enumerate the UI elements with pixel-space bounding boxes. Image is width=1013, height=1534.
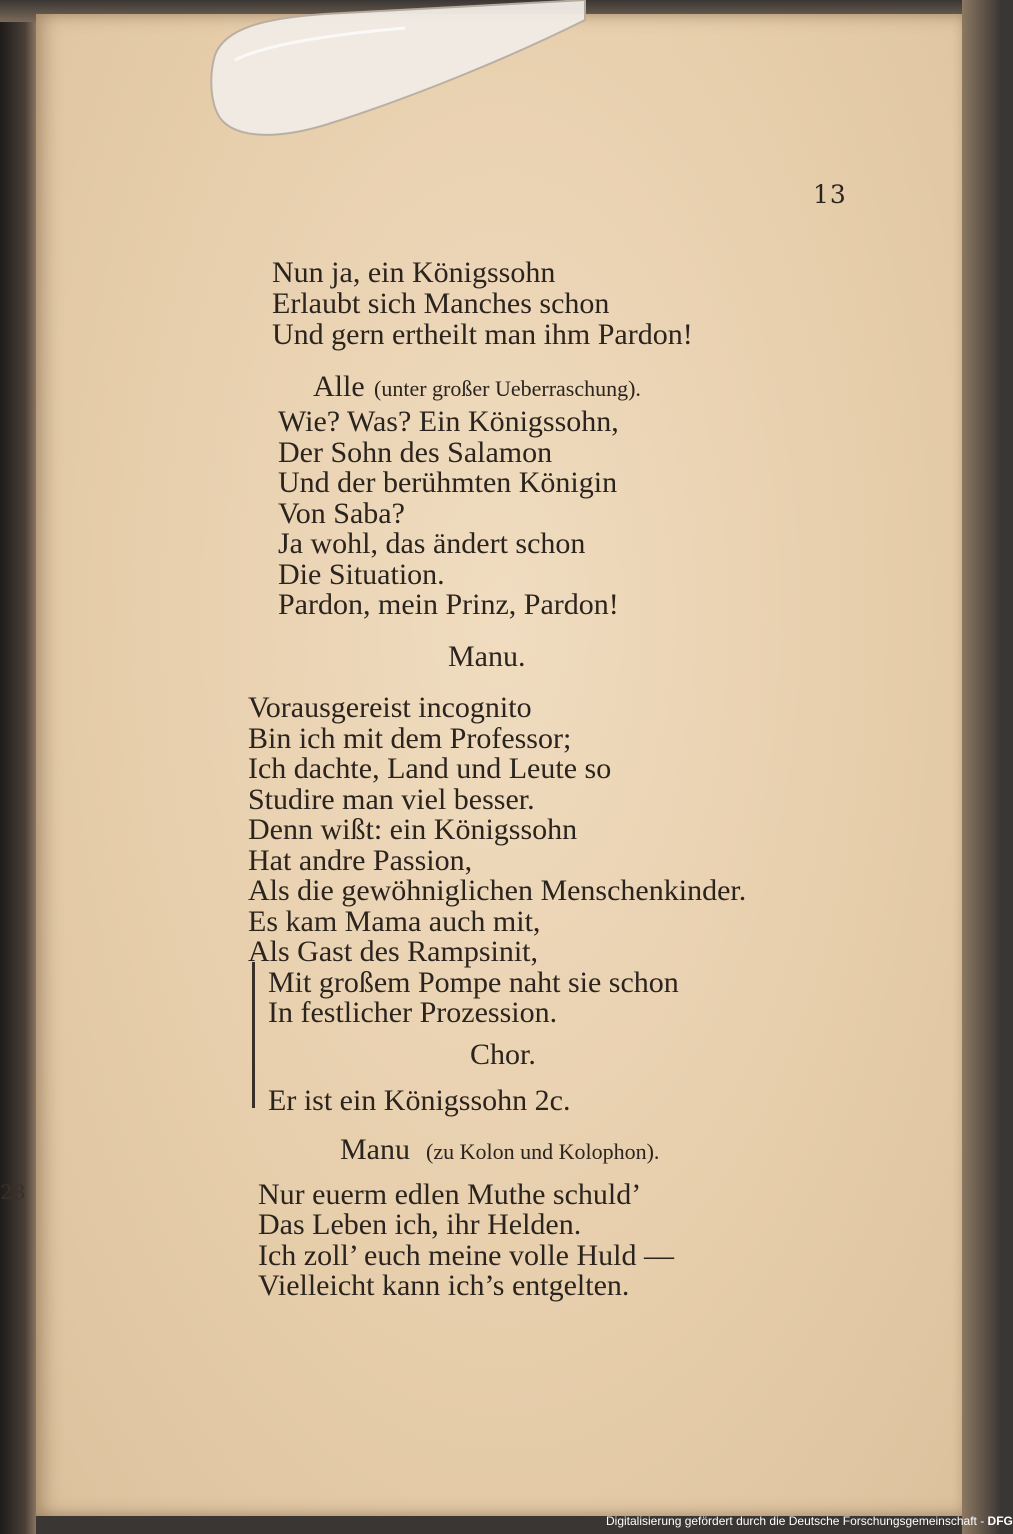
text-line: In festlicher Prozession.	[268, 996, 558, 1029]
text-line: Als die gewöhniglichen Menschenkinder.	[248, 874, 747, 907]
text-line: Vielleicht kann ich’s entgelten.	[258, 1269, 630, 1302]
text-line: Wie? Was? Ein Königssohn,	[278, 405, 619, 438]
verse-bracket	[252, 962, 265, 1108]
text-line: Nun ja, ein Königssohn	[272, 256, 556, 289]
stage-direction: (unter großer Ueberraschung).	[374, 376, 641, 401]
text-line: Erlaubt sich Manches schon	[272, 287, 610, 320]
text-line: Nur euerm edlen Muthe schuld’	[258, 1178, 642, 1211]
text-line: Er ist ein Königssohn 2c.	[268, 1084, 571, 1117]
text-line: Die Situation.	[278, 558, 445, 591]
stage-direction: (zu Kolon und Kolophon).	[426, 1139, 660, 1164]
text-line: Ich zoll’ euch meine volle Huld —	[258, 1239, 674, 1272]
page-holder-clip	[205, 0, 585, 145]
text-line: Denn wißt: ein Königssohn	[248, 813, 578, 846]
text-line: Und gern ertheilt man ihm Pardon!	[272, 318, 693, 351]
speaker-heading: Alle	[313, 370, 365, 403]
text-line: Hat andre Passion,	[248, 844, 473, 877]
text-line: Und der berühmten Königin	[278, 466, 618, 499]
text-line: Pardon, mein Prinz, Pardon!	[278, 588, 619, 621]
text-line: Von Saba?	[278, 497, 405, 530]
text-line: Bin ich mit dem Professor;	[248, 722, 572, 755]
footer-credit	[606, 1514, 1013, 1528]
speaker-heading: Manu.	[448, 640, 526, 673]
footer-text: Digitalisierung gefördert durch die Deutsche Forschungsgemeinschaft -	[606, 1514, 985, 1528]
dfg-logo: DFG	[987, 1514, 1013, 1528]
page-number: 13	[813, 180, 847, 209]
text-line: Mit großem Pompe naht sie schon	[268, 966, 679, 999]
speaker-heading: Chor.	[470, 1038, 536, 1071]
text-line: Der Sohn des Salamon	[278, 436, 553, 469]
right-edge	[962, 0, 1000, 1534]
text-line: Als Gast des Rampsinit,	[248, 935, 538, 968]
text-line: Es kam Mama auch mit,	[248, 905, 541, 938]
text-line: Das Leben ich, ihr Helden.	[258, 1208, 582, 1241]
text-line: Ich dachte, Land und Leute so	[248, 752, 612, 785]
left-page-edge	[0, 0, 36, 1534]
speaker-heading: Manu	[340, 1133, 410, 1166]
margin-mark: 28	[0, 1180, 26, 1204]
text-line: Vorausgereist incognito	[248, 691, 532, 724]
text-line: Ja wohl, das ändert schon	[278, 527, 586, 560]
text-line: Studire man viel besser.	[248, 783, 535, 816]
